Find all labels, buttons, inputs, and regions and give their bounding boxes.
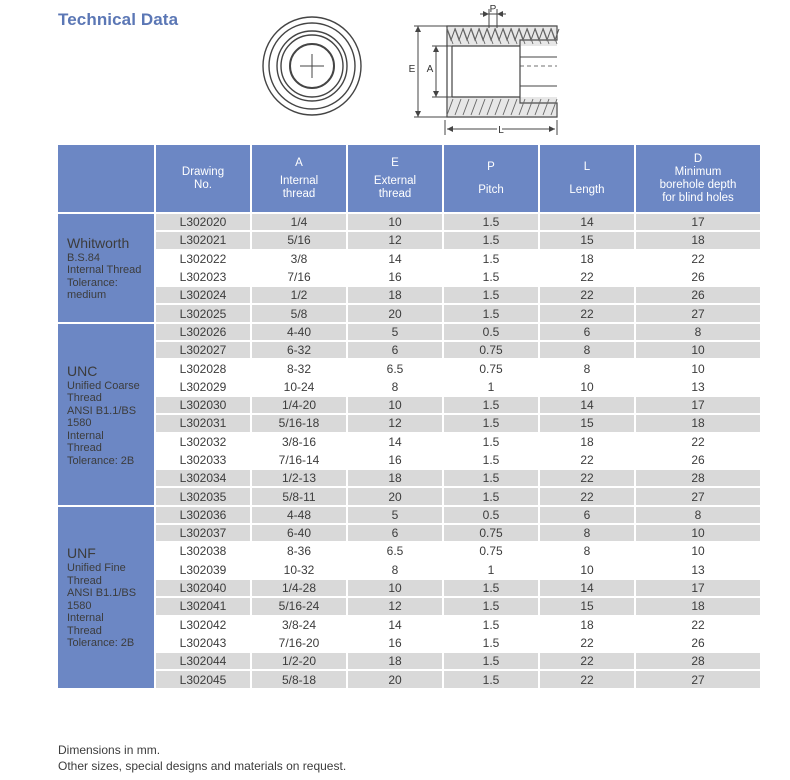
cell-length: 22: [539, 634, 635, 652]
cell-drawing-no: L302038: [155, 542, 251, 560]
cell-length: 15: [539, 597, 635, 615]
cell-pitch: 1.5: [443, 250, 539, 268]
cell-length: 22: [539, 268, 635, 286]
cell-pitch: 1.5: [443, 487, 539, 505]
cell-external-thread: 14: [347, 616, 443, 634]
cell-min-borehole-depth: 8: [635, 506, 761, 524]
cell-pitch: 0.5: [443, 323, 539, 341]
cell-external-thread: 14: [347, 433, 443, 451]
cell-drawing-no: L302030: [155, 396, 251, 414]
cell-internal-thread: 6-40: [251, 524, 347, 542]
thread-group-description: Tolerance: 2B: [67, 637, 135, 650]
cell-pitch: 1.5: [443, 616, 539, 634]
table-row: [57, 597, 761, 615]
thread-group-name: UNF: [67, 545, 96, 562]
cell-min-borehole-depth: 26: [635, 451, 761, 469]
cell-min-borehole-depth: 10: [635, 524, 761, 542]
thread-group-description: Thread: [67, 624, 102, 637]
cell-external-thread: 6: [347, 341, 443, 359]
cell-external-thread: 16: [347, 634, 443, 652]
cell-length: 22: [539, 469, 635, 487]
thread-group-description: Thread: [67, 574, 102, 587]
cell-pitch: 1.5: [443, 414, 539, 432]
cell-internal-thread: 5/16-18: [251, 414, 347, 432]
thread-group-description: ANSI B1.1/BS: [67, 587, 137, 600]
cell-min-borehole-depth: 26: [635, 634, 761, 652]
footnotes: [58, 742, 346, 774]
cell-external-thread: 8: [347, 378, 443, 396]
table-row: [57, 634, 761, 652]
cell-min-borehole-depth: 10: [635, 359, 761, 377]
cell-pitch: 1.5: [443, 634, 539, 652]
cell-length: 18: [539, 250, 635, 268]
cell-drawing-no: L302024: [155, 286, 251, 304]
cell-length: 22: [539, 670, 635, 688]
cell-pitch: 1.5: [443, 469, 539, 487]
cell-min-borehole-depth: 28: [635, 652, 761, 670]
thread-group-description: Internal: [67, 612, 104, 625]
thread-group-cell: [57, 506, 155, 689]
cell-min-borehole-depth: 18: [635, 414, 761, 432]
cell-external-thread: 12: [347, 597, 443, 615]
cell-length: 6: [539, 323, 635, 341]
cell-drawing-no: L302032: [155, 433, 251, 451]
cell-external-thread: 12: [347, 231, 443, 249]
cell-min-borehole-depth: 22: [635, 250, 761, 268]
cell-min-borehole-depth: 17: [635, 396, 761, 414]
cell-pitch: 1.5: [443, 433, 539, 451]
cell-drawing-no: L302044: [155, 652, 251, 670]
cell-length: 10: [539, 378, 635, 396]
cell-external-thread: 6.5: [347, 542, 443, 560]
table-row: [57, 616, 761, 634]
footnote-other-sizes: Other sizes, special designs and materials on request.: [58, 759, 347, 773]
cell-min-borehole-depth: 22: [635, 433, 761, 451]
cell-min-borehole-depth: 28: [635, 469, 761, 487]
cell-drawing-no: L302034: [155, 469, 251, 487]
cell-external-thread: 18: [347, 469, 443, 487]
header-corner: [57, 144, 155, 213]
page-title: Technical Data: [58, 10, 179, 29]
cell-min-borehole-depth: 27: [635, 304, 761, 322]
cell-internal-thread: 7/16-20: [251, 634, 347, 652]
cell-length: 8: [539, 359, 635, 377]
cell-external-thread: 10: [347, 213, 443, 231]
table-row: [57, 561, 761, 579]
cell-drawing-no: L302045: [155, 670, 251, 688]
table-row: [57, 323, 761, 341]
cell-external-thread: 20: [347, 670, 443, 688]
cell-internal-thread: 1/2-13: [251, 469, 347, 487]
cell-min-borehole-depth: 10: [635, 542, 761, 560]
thread-group-description: Thread: [67, 442, 102, 455]
cell-length: 18: [539, 616, 635, 634]
cell-pitch: 0.75: [443, 359, 539, 377]
cell-external-thread: 20: [347, 487, 443, 505]
table-row: [57, 469, 761, 487]
thread-group-description: Tolerance:: [67, 276, 118, 289]
thread-group-name: UNC: [67, 362, 98, 379]
cell-length: 15: [539, 231, 635, 249]
cell-drawing-no: L302020: [155, 213, 251, 231]
cell-internal-thread: 3/8-16: [251, 433, 347, 451]
cell-pitch: 1.5: [443, 286, 539, 304]
dimension-label-e: E: [408, 64, 416, 75]
table-row: [57, 359, 761, 377]
cell-drawing-no: L302039: [155, 561, 251, 579]
table-row: [57, 378, 761, 396]
cell-pitch: 1.5: [443, 579, 539, 597]
cell-drawing-no: L302035: [155, 487, 251, 505]
cell-external-thread: 5: [347, 506, 443, 524]
cell-length: 15: [539, 414, 635, 432]
cell-pitch: 1.5: [443, 396, 539, 414]
cell-internal-thread: 5/16: [251, 231, 347, 249]
cell-length: 8: [539, 542, 635, 560]
cell-length: 14: [539, 579, 635, 597]
cell-internal-thread: 5/16-24: [251, 597, 347, 615]
table-row: [57, 231, 761, 249]
cell-internal-thread: 8-36: [251, 542, 347, 560]
cell-drawing-no: L302029: [155, 378, 251, 396]
table-header-row: [57, 144, 761, 213]
thread-group-cell: [57, 323, 155, 506]
cell-drawing-no: L302042: [155, 616, 251, 634]
thread-group-cell: [57, 213, 155, 323]
column-header-min-borehole-depth: D Minimum borehole depth for blind holes: [635, 144, 761, 213]
cell-internal-thread: 6-32: [251, 341, 347, 359]
table-row: [57, 542, 761, 560]
cell-external-thread: 5: [347, 323, 443, 341]
cell-internal-thread: 1/2: [251, 286, 347, 304]
cell-external-thread: 20: [347, 304, 443, 322]
threaded-insert-side-view-icon: [409, 4, 559, 136]
dimension-label-p: P: [489, 4, 497, 15]
thread-group-description: ANSI B1.1/BS: [67, 404, 137, 417]
cell-external-thread: 16: [347, 451, 443, 469]
cell-internal-thread: 10-24: [251, 378, 347, 396]
column-header-internal-thread: A Internal thread: [251, 144, 347, 213]
table-row: [57, 304, 761, 322]
table-row: [57, 524, 761, 542]
cell-internal-thread: 1/4-20: [251, 396, 347, 414]
cell-length: 22: [539, 286, 635, 304]
cell-external-thread: 18: [347, 286, 443, 304]
thread-group-description: Tolerance: 2B: [67, 454, 135, 467]
table-row: [57, 670, 761, 688]
cell-drawing-no: L302031: [155, 414, 251, 432]
table-row: [57, 286, 761, 304]
cell-pitch: 0.75: [443, 524, 539, 542]
cell-drawing-no: L302026: [155, 323, 251, 341]
cell-pitch: 1.5: [443, 652, 539, 670]
cell-external-thread: 18: [347, 652, 443, 670]
cell-internal-thread: 5/8-11: [251, 487, 347, 505]
thread-group-description: Internal Thread: [67, 264, 142, 277]
table-row: [57, 414, 761, 432]
cell-length: 14: [539, 213, 635, 231]
cell-external-thread: 6: [347, 524, 443, 542]
cell-pitch: 0.75: [443, 542, 539, 560]
cell-length: 8: [539, 524, 635, 542]
table-row: [57, 250, 761, 268]
table-row: [57, 506, 761, 524]
threaded-insert-end-view-icon: [263, 17, 361, 115]
cell-length: 14: [539, 396, 635, 414]
cell-pitch: 1.5: [443, 231, 539, 249]
cell-pitch: 0.5: [443, 506, 539, 524]
dimension-label-a: A: [426, 64, 434, 75]
thread-group-description: Unified Coarse: [67, 379, 140, 392]
cell-pitch: 1: [443, 561, 539, 579]
column-header-external-thread: E External thread: [347, 144, 443, 213]
cell-drawing-no: L302043: [155, 634, 251, 652]
cell-internal-thread: 1/2-20: [251, 652, 347, 670]
cell-drawing-no: L302022: [155, 250, 251, 268]
cell-internal-thread: 1/4-28: [251, 579, 347, 597]
table-row: [57, 213, 761, 231]
cell-pitch: 0.75: [443, 341, 539, 359]
cell-length: 22: [539, 304, 635, 322]
cell-internal-thread: 5/8: [251, 304, 347, 322]
table-row: [57, 268, 761, 286]
cell-drawing-no: L302040: [155, 579, 251, 597]
thread-group-description: 1580: [67, 599, 92, 612]
cell-min-borehole-depth: 13: [635, 561, 761, 579]
cell-external-thread: 10: [347, 579, 443, 597]
cell-drawing-no: L302028: [155, 359, 251, 377]
cell-drawing-no: L302025: [155, 304, 251, 322]
cell-min-borehole-depth: 18: [635, 231, 761, 249]
dimension-label-l: L: [498, 125, 504, 136]
cell-min-borehole-depth: 8: [635, 323, 761, 341]
cell-pitch: 1.5: [443, 670, 539, 688]
cell-pitch: 1.5: [443, 268, 539, 286]
table-row: [57, 652, 761, 670]
cell-length: 22: [539, 451, 635, 469]
cell-length: 22: [539, 487, 635, 505]
cell-min-borehole-depth: 26: [635, 268, 761, 286]
cell-pitch: 1.5: [443, 597, 539, 615]
cell-min-borehole-depth: 27: [635, 670, 761, 688]
cell-length: 6: [539, 506, 635, 524]
table-row: [57, 433, 761, 451]
cell-internal-thread: 7/16-14: [251, 451, 347, 469]
cell-pitch: 1: [443, 378, 539, 396]
cell-internal-thread: 1/4: [251, 213, 347, 231]
cell-drawing-no: L302037: [155, 524, 251, 542]
cell-internal-thread: 3/8: [251, 250, 347, 268]
cell-external-thread: 14: [347, 250, 443, 268]
table-row: [57, 341, 761, 359]
thread-group-description: Thread: [67, 392, 102, 405]
thread-group-description: Internal: [67, 429, 104, 442]
cell-external-thread: 12: [347, 414, 443, 432]
cell-drawing-no: L302036: [155, 506, 251, 524]
thread-group-description: medium: [67, 289, 107, 302]
thread-group-description: Unified Fine: [67, 562, 126, 575]
cell-pitch: 1.5: [443, 451, 539, 469]
cell-external-thread: 8: [347, 561, 443, 579]
cell-internal-thread: 10-32: [251, 561, 347, 579]
cell-min-borehole-depth: 10: [635, 341, 761, 359]
cell-min-borehole-depth: 17: [635, 213, 761, 231]
cell-pitch: 1.5: [443, 213, 539, 231]
cell-internal-thread: 8-32: [251, 359, 347, 377]
cell-min-borehole-depth: 27: [635, 487, 761, 505]
technical-data-table: [56, 143, 762, 690]
cell-length: 10: [539, 561, 635, 579]
cell-min-borehole-depth: 17: [635, 579, 761, 597]
cell-drawing-no: L302041: [155, 597, 251, 615]
cell-external-thread: 10: [347, 396, 443, 414]
cell-length: 22: [539, 652, 635, 670]
column-header-drawing-no: Drawing No.: [155, 144, 251, 213]
cell-internal-thread: 4-40: [251, 323, 347, 341]
cell-internal-thread: 5/8-18: [251, 670, 347, 688]
footnote-dimensions: Dimensions in mm.: [58, 743, 161, 757]
thread-group-description: B.S.84: [67, 251, 101, 264]
technical-drawings: [0, 0, 790, 145]
table-row: [57, 451, 761, 469]
cell-drawing-no: L302027: [155, 341, 251, 359]
thread-group-description: 1580: [67, 417, 92, 430]
cell-length: 18: [539, 433, 635, 451]
cell-internal-thread: 3/8-24: [251, 616, 347, 634]
cell-min-borehole-depth: 13: [635, 378, 761, 396]
cell-drawing-no: L302033: [155, 451, 251, 469]
cell-internal-thread: 7/16: [251, 268, 347, 286]
cell-min-borehole-depth: 22: [635, 616, 761, 634]
cell-internal-thread: 4-48: [251, 506, 347, 524]
cell-min-borehole-depth: 18: [635, 597, 761, 615]
column-header-length: L Length: [539, 144, 635, 213]
table-row: [57, 487, 761, 505]
cell-length: 8: [539, 341, 635, 359]
cell-external-thread: 6.5: [347, 359, 443, 377]
cell-drawing-no: L302023: [155, 268, 251, 286]
column-header-pitch: P Pitch: [443, 144, 539, 213]
cell-drawing-no: L302021: [155, 231, 251, 249]
table-row: [57, 579, 761, 597]
cell-pitch: 1.5: [443, 304, 539, 322]
thread-group-name: Whitworth: [67, 234, 130, 251]
cell-min-borehole-depth: 26: [635, 286, 761, 304]
cell-external-thread: 16: [347, 268, 443, 286]
table-row: [57, 396, 761, 414]
